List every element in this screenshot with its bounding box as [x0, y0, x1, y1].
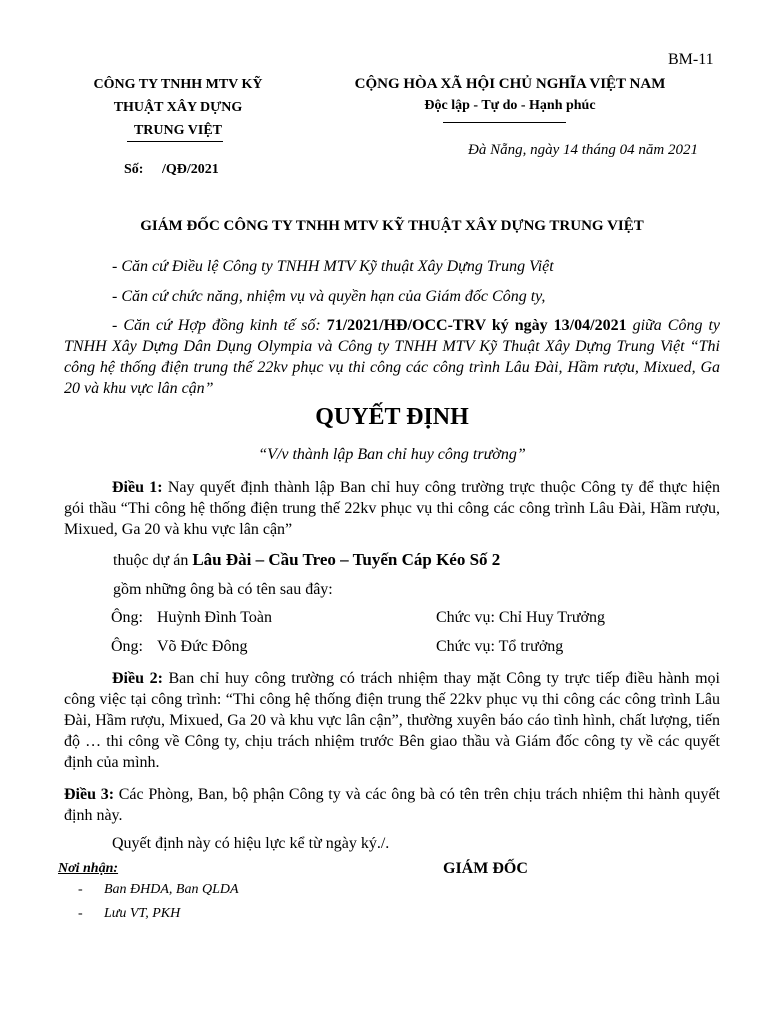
document-number [124, 162, 219, 178]
document-number-label: Số: [124, 162, 144, 177]
signer-title: GIÁM ĐỐC [443, 860, 528, 877]
ground-3-rest: giữa Công ty TNHH Xây Dựng Dân Dụng Olympia và Công ty TNHH MTV Kỹ Thuật Xây Dựng Trung Việt “Thi công hệ thống điện trung thế 22kv phục vụ thi công các công trình Lâu Đài, Hầm rượu, Mixued, Ga 20 và khu vực lân cận” [64, 317, 721, 397]
recipient-item [78, 882, 239, 898]
issuer-title: GIÁM ĐỐC CÔNG TY TNHH MTV KỸ THUẬT XÂY DỰNG TRUNG VIỆT [140, 218, 644, 234]
member-title: Ông: [111, 638, 143, 655]
contract-number: 71/2021/HĐ/OCC-TRV ký ngày 13/04/2021 [326, 317, 627, 334]
ground-3-prefix: - Căn cứ Hợp đồng kinh tế số: [112, 317, 327, 334]
effective-clause: Quyết định này có hiệu lực kể từ ngày ký./. [112, 835, 390, 852]
member-position: Chức vụ: Tổ trưởng [436, 638, 564, 655]
slogan-underline [443, 122, 566, 123]
ground-2: - Căn cứ chức năng, nhiệm vụ và quyền hạn của Giám đốc Công ty, [112, 288, 546, 305]
members-intro: gồm những ông bà có tên sau đây: [113, 581, 333, 598]
project-name: Lâu Đài – Cầu Treo – Tuyến Cáp Kéo Số 2 [192, 550, 501, 569]
company-underline [127, 141, 223, 142]
member-title: Ông: [111, 609, 143, 626]
national-header [330, 73, 690, 117]
recipient-text: Lưu VT, PKH [104, 906, 181, 921]
recipient-item [78, 906, 180, 922]
recipients-title: Nơi nhận: [58, 861, 119, 876]
place-date: Đà Nẵng, ngày 14 tháng 04 năm 2021 [468, 142, 698, 158]
decision-title: QUYẾT ĐỊNH [315, 404, 469, 430]
project-prefix: thuộc dự án [113, 552, 193, 569]
company-name-line3: TRUNG VIỆT [133, 123, 223, 138]
national-motto: CỘNG HÒA XÃ HỘI CHỦ NGHĨA VIỆT NAM [354, 76, 666, 92]
article-2-text: Ban chỉ huy công trường có trách nhiệm thay mặt Công ty trực tiếp điều hành mọi công việc tại công trình: “Thi công hệ thống điện trung thế 22kv phục vụ thi công các công trình Lâu Đài, Hầm rượu, Mixued, Ga 20 và khu vực lân cận”, thường xuyên báo cáo tình hình, chất lượng, tiến độ … thi công về Công ty, chịu trách nhiệm trước Bên giao thầu và Giám đốc công ty về các quyết định của mình. [64, 670, 721, 771]
article-3 [64, 784, 720, 826]
article-1 [64, 477, 720, 540]
decision-subject: “V/v thành lập Ban chỉ huy công trường” [258, 446, 526, 463]
article-1-label: Điều 1: [112, 479, 163, 496]
article-1-text: Nay quyết định thành lập Ban chỉ huy công trường trực thuộc Công ty để thực hiện gói thầu “Thi công hệ thống điện trung thế 22kv phục vụ thi công các công trình Lâu Đài, Hầm rượu, Mixued, Ga 20 và khu vực lân cận” [64, 479, 721, 538]
article-3-text: Các Phòng, Ban, bộ phận Công ty và các ông bà có tên trên chịu trách nhiệm thi hành quyết định này. [64, 786, 721, 824]
article-2-label: Điều 2: [112, 670, 163, 687]
company-name-line2: THUẬT XÂY DỰNG [113, 100, 243, 115]
member-name: Võ Đức Đông [157, 638, 248, 655]
list-dash: - [78, 906, 83, 921]
member-position: Chức vụ: Chỉ Huy Trưởng [436, 609, 605, 626]
recipient-text: Ban ĐHDA, Ban QLDA [104, 882, 239, 897]
list-dash: - [78, 882, 83, 897]
document-number-value: /QĐ/2021 [162, 162, 219, 177]
ground-1: - Căn cứ Điều lệ Công ty TNHH MTV Kỹ thuật Xây Dựng Trung Việt [112, 258, 554, 275]
project-line [113, 550, 500, 570]
ground-3 [64, 315, 720, 399]
national-slogan: Độc lập - Tự do - Hạnh phúc [424, 98, 596, 113]
member-name: Huỳnh Đình Toàn [157, 609, 273, 626]
company-name-line1: CÔNG TY TNHH MTV KỸ [93, 77, 263, 92]
article-3-label: Điều 3: [64, 786, 115, 803]
form-code: BM-11 [668, 51, 714, 68]
article-2 [64, 668, 720, 773]
company-header [72, 73, 284, 142]
